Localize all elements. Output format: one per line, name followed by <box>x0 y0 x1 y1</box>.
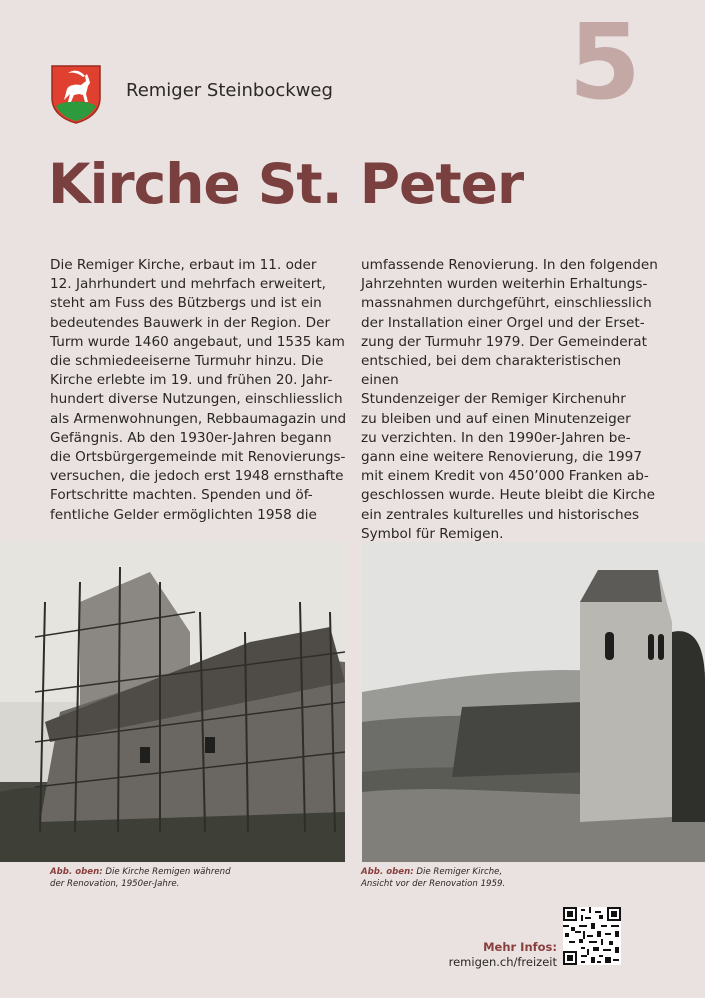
ibex-crest-icon <box>50 64 102 124</box>
more-info-link[interactable]: remigen.ch/freizeit <box>448 955 557 969</box>
photo-church-before-renovation <box>362 542 705 862</box>
more-info <box>449 940 557 970</box>
caption-text: Die Remiger Kirche, <box>413 867 503 877</box>
photo-caption-left <box>50 867 340 890</box>
page-title: Kirche St. Peter <box>48 152 524 216</box>
body-text-left-column: Die Remiger Kirche, erbaut im 11. oder 12. Jahrhundert und mehrfach erweitert, steht am Fuss des Bützbergs und ist ein bedeutendes Bauwerk in der Region. Der Turm wurde 1460 angebaut, und 1535 kam die schmiedeeiserne Turmuhr hinzu. Die Kirche erlebte im 19. und frühen 20. Jahr- hundert diverse Nutzungen, einschliesslich als Armenwohnungen, Rebbaumagazin und Gefängnis. Ab den 1930er-Jahren begann die Ortsbürgergemeinde mit Renovierungs- versuchen, die jedoch erst 1948 ernsthafte Fortschritte machten. Spenden und öf- fentliche Gelder ermöglichten 1958 die <box>50 257 347 523</box>
photo-church-renovation <box>0 542 345 862</box>
caption-label: Abb. oben: <box>361 867 414 877</box>
body-text-right-column: umfassende Renovierung. In den folgenden Jahrzehnten wurden weiterhin Erhaltungs- massnahmen durchgeführt, einschliesslich der Installation einer Orgel und der Erset- zung der Turmuhr 1979. Der Gemeinderat entschied, bei dem charakteristischen einen Stundenzeiger der Remiger Kirchenuhr zu bleiben und auf einen Minutenzeiger zu verzichten. In den 1990er-Jahren be- gann eine weitere Renovierung, die 1997 mit einem Kredit von 450’000 Franken ab- geschlossen wurde. Heute bleibt die Kirche ein zentrales kulturelles und historisches Symbol für Remigen. <box>361 257 658 542</box>
caption-text: Ansicht vor der Renovation 1959. <box>361 878 506 889</box>
trail-name: Remiger Steinbockweg <box>126 80 333 101</box>
station-number: 5 <box>568 1 641 123</box>
caption-text: der Renovation, 1950er-Jahre. <box>50 878 180 889</box>
caption-label: Abb. oben: <box>50 867 103 877</box>
qr-code-icon[interactable] <box>563 907 621 965</box>
more-info-label: Mehr Infos: <box>483 940 557 954</box>
photo-caption-right <box>361 867 651 890</box>
caption-text: Die Kirche Remigen während <box>102 867 231 877</box>
